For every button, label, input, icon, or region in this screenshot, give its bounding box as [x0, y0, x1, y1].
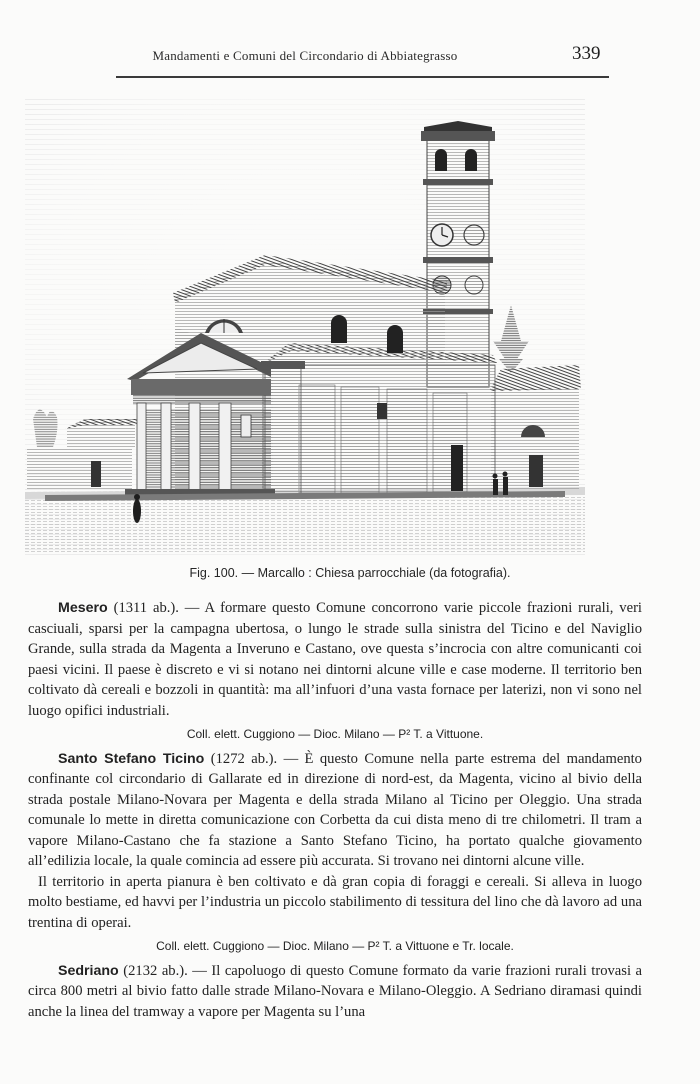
- entry-text: — A formare questo Comune concorrono varie piccole frazioni rurali, veri casciuali, sparsi per la campagna ubertosa, o lungo le strade sulla sinistra del Ticino e del Naviglio Grande, sulla strada da Magenta a Inveruno e Castano, ove questa s’incrocia con altre comunicanti coi paesi vicini. Il paese è discreto e vi si notano nei dintorni alcune ville e case moderne. Il territorio ben coltivato dà cereali e bozzoli in quantità: ma all’infuori d’una vasta fornace per laterizi, non vi sono nel luogo opifici industriali.: [28, 600, 642, 719]
- entry-population: (1272 ab.).: [210, 750, 278, 767]
- figure-caption: Fig. 100. — Marcallo : Chiesa parrocchiale (da fotografia).: [189, 566, 511, 580]
- running-title: Mandamenti e Comuni del Circondario di Abbiategrasso: [152, 48, 458, 63]
- entry-text: — È questo Comune nella parte estrema del mandamento confinante col circondario di Gallarate ed in direzione di nord-est, da Magenta, vicino al bivio della strada postale Milano-Novara per Magenta e della strada Milano al Ticino per Oleggio. Una strada comunale lo mette in diretta comunicazione con Corbetta da cui dista meno di tre chilometri. Il tram a vapore Milano-Castano che fa stazione a Santo Stefano Ticino, ha portato qualche giovamento all’edilizia locale, la quale comincia ad essere più accurata. Si trovano nei dintorni alcune ville.: [28, 750, 642, 869]
- entry-name: Mesero: [58, 600, 108, 616]
- running-head: [0, 40, 700, 80]
- entry-name: Sedriano: [58, 962, 119, 979]
- header-rule: [116, 76, 609, 78]
- entry-population: (1311 ab.).: [113, 600, 179, 616]
- entry-text: — Il capoluogo di questo Comune formato da varie frazioni rurali trovasi a circa 800 metri al bivio fatto dalle strade Milano-Novara e Milano-Oleggio. A Sedriano diramasi quindi anche la linea del tramway a vapore per Magenta su l’una: [28, 962, 642, 1020]
- entry-santo-stefano-ticino: [28, 749, 642, 872]
- entry-note: Coll. elett. Cuggiono — Dioc. Milano — P² T. a Vittuone.: [186, 727, 484, 741]
- body-text: [28, 598, 642, 1022]
- entry-mesero: [28, 598, 642, 721]
- entry-population: (2132 ab.).: [123, 962, 188, 979]
- entry-sedriano: [28, 961, 642, 1023]
- entry-note: Coll. elett. Cuggiono — Dioc. Milano — P² T. a Vittuone e Tr. locale.: [156, 939, 514, 953]
- page-number: 339: [572, 43, 601, 64]
- church-engraving: [25, 97, 585, 557]
- entry-name: Santo Stefano Ticino: [58, 750, 205, 767]
- entry-continuation: Il territorio in aperta pianura è ben coltivato e dà gran copia di foraggi e cereali. Si alleva in luogo molto bestiame, ed havvi per l’industria un piccolo stabilimento di tessitura del lino che dà lavoro ad una trentina di operai.: [28, 873, 642, 931]
